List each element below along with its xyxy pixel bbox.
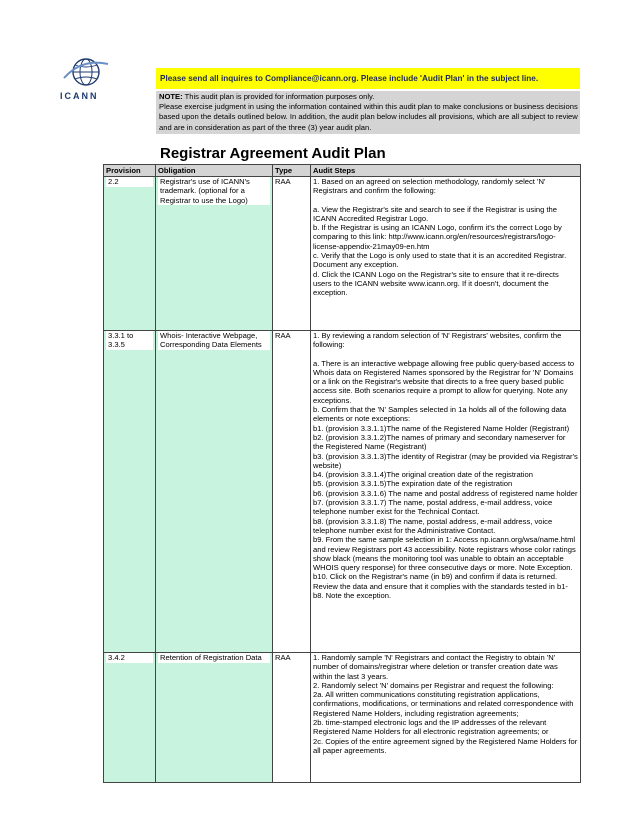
provision-cell bbox=[104, 177, 156, 331]
logo-text: ICANN bbox=[60, 91, 99, 101]
type-cell: RAA bbox=[273, 331, 311, 653]
provision-value: 2.2 bbox=[106, 177, 153, 187]
obligation-value: Registrar's use of ICANN's trademark. (optional for a Registrar to use the Logo) bbox=[158, 177, 270, 205]
provision-cell bbox=[104, 331, 156, 653]
obligation-value: Whois- Interactive Webpage, Corresponding Data Elements bbox=[158, 331, 270, 350]
note-label: NOTE: bbox=[159, 92, 183, 101]
compliance-banner: Please send all inquires to Compliance@icann.org. Please include 'Audit Plan' in the subject line. bbox=[156, 68, 580, 89]
step-item: b4. (provision 3.3.1.4)The original creation date of the registration bbox=[313, 470, 533, 480]
step-item: 2b. time-stamped electronic logs and the IP addresses of the relevant Registered Name Holders for all electronic registration agreements; or bbox=[313, 718, 549, 737]
steps-intro: 1. Based on an agreed on selection methodology, randomly select 'N' Registrars and confirm the following: bbox=[313, 177, 546, 196]
audit-steps-cell bbox=[311, 177, 581, 331]
step-item: b3. (provision 3.3.1.3)The identity of Registrar (may be provided via Registrar's website) bbox=[313, 451, 578, 470]
obligation-cell bbox=[156, 177, 273, 331]
table-row bbox=[104, 177, 581, 331]
obligation-value: Retention of Registration Data bbox=[158, 653, 270, 663]
step-item: b1. (provision 3.3.1.1)The name of the Registered Name Holder (Registrant) bbox=[313, 423, 570, 433]
obligation-cell bbox=[156, 653, 273, 783]
step-item: b2. (provision 3.3.1.2)The names of primary and secondary nameserver for the Registered Name (Registrant) bbox=[313, 432, 566, 452]
obligation-cell bbox=[156, 331, 273, 653]
step-item: b10. Click on the Registrar's name (in b9) and confirm if data is returned. Review the data and ensure that it complies with the standards tested in b1-b8. Note the exception. bbox=[313, 572, 568, 601]
provision-value: 3.3.1 to 3.3.5 bbox=[106, 331, 153, 350]
note-first-line: This audit plan is provided for information purposes only. bbox=[182, 92, 375, 101]
type-header: Type bbox=[273, 165, 311, 177]
steps-intro: 1. By reviewing a random selection of 'N' Registrars' websites, confirm the following: bbox=[313, 331, 562, 350]
type-cell: RAA bbox=[273, 653, 311, 783]
type-cell: RAA bbox=[273, 177, 311, 331]
step-item: d. Click the ICANN Logo on the Registrar's site to ensure that it re-directs users to the ICANN website www.icann.org. If it doesn't, document the exception. bbox=[313, 269, 559, 298]
step-item: b9. From the same sample selection in 1: Access np.icann.org/wsa/name.html and review Registrars port 43 accessibility. Note registrars whose color ratings show black (means the monitoring tool was unable to obtain an acceptable WHOIS query response) for three consecutive days or more. Note Exception. bbox=[313, 535, 576, 573]
note-body: Please exercise judgment in using the information contained within this audit plan to make conclusions or business decisions based upon the details outlined below. In addition, the audit plan below includes all provisions, which are all subject to review and are in consideration as part of the three (3) year audit plan. bbox=[159, 102, 578, 132]
table-header-row bbox=[104, 165, 581, 177]
provision-header: Provision bbox=[104, 165, 156, 177]
table-row bbox=[104, 653, 581, 783]
step-item: 2. Randomly select 'N' domains per Registrar and request the following: bbox=[313, 680, 554, 690]
table-row bbox=[104, 331, 581, 653]
step-item: b. If the Registrar is using an ICANN Logo, confirm it's the correct Logo by comparing to this link: http://www.icann.org/en/resources/registrars/logo-license-appendix-21may09-en.htm bbox=[313, 223, 562, 251]
steps-intro: 1. Randomly sample 'N' Registrars and contact the Registry to obtain 'N' number of domains/registrar where deletion or transfer creation date was within the last 3 years. bbox=[313, 653, 558, 681]
step-item: b5. (provision 3.3.1.5)The expiration date of the registration bbox=[313, 479, 513, 489]
step-item: b6. (provision 3.3.1.6) The name and postal address of registered name holder bbox=[313, 488, 578, 498]
note-box bbox=[156, 91, 580, 134]
step-item: b7. (provision 3.3.1.7) The name, postal address, e-mail address, voice telephone number exist for the Technical Contact. bbox=[313, 498, 553, 517]
step-item: c. Verify that the Logo is only used to state that it is an accredited Registrar. Document any exception. bbox=[313, 251, 567, 270]
provision-cell bbox=[104, 653, 156, 783]
step-item: b. Confirm that the 'N' Samples selected in 1a holds all of the following data elements or note exceptions: bbox=[313, 405, 567, 424]
step-item: 2c. Copies of the entire agreement signed by the Registered Name Holders for all paper agreements. bbox=[313, 736, 578, 755]
audit-steps-cell bbox=[311, 331, 581, 653]
step-item: b8. (provision 3.3.1.8) The name, postal address, e-mail address, voice telephone number exist for the Administrative Contact. bbox=[313, 516, 553, 535]
audit-plan-table bbox=[103, 164, 581, 783]
step-item: a. View the Registrar's site and search to see if the Registrar is using the ICANN Accredited Registrar Logo. bbox=[313, 204, 558, 223]
page-title: Registrar Agreement Audit Plan bbox=[160, 145, 386, 162]
audit-steps-cell bbox=[311, 653, 581, 783]
audit-steps-header: Audit Steps bbox=[311, 165, 581, 177]
provision-value: 3.4.2 bbox=[106, 653, 153, 663]
step-item: a. There is an interactive webpage allowing free public query-based access to Whois data on Registered Names sponsored by the Registrar for 'N' Domains or a link on the Registrar's website that directs to a free query based public access site. Both scenarios require a prompt to allow for querying. Note any exceptions. bbox=[313, 358, 575, 405]
step-item: 2a. All written communications constituting registration applications, confirmations, modifications, or terminations and related correspondence with Registered Name Holders, including registration agreements; bbox=[313, 690, 574, 718]
obligation-header: Obligation bbox=[156, 165, 273, 177]
